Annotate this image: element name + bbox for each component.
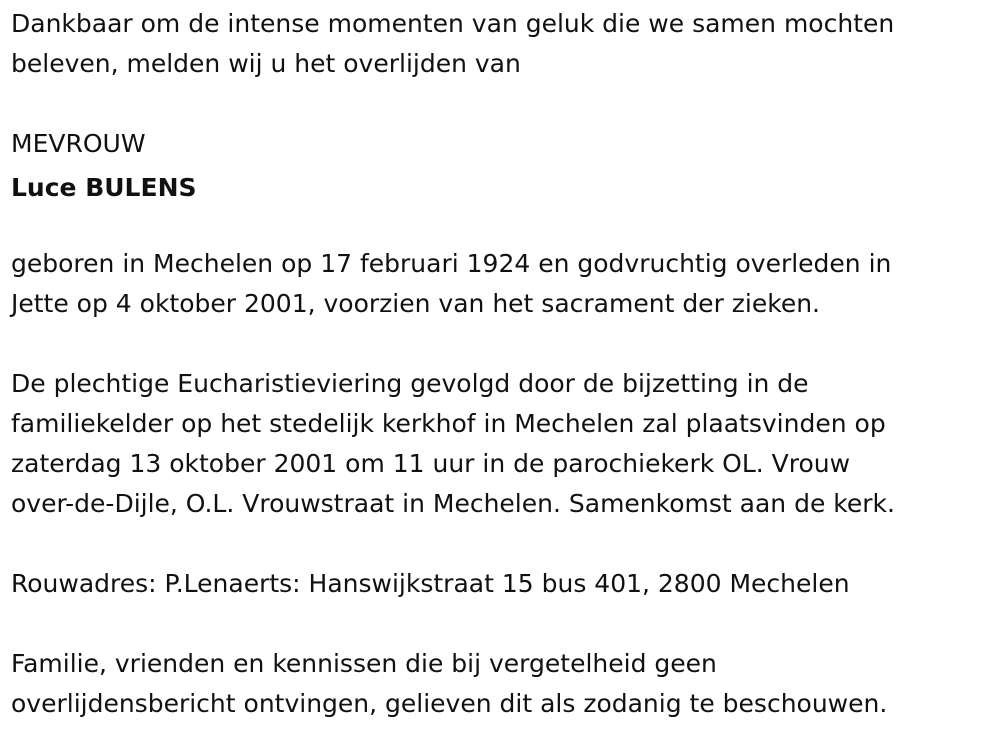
- intro-line-2: beleven, melden wij u het overlijden van: [11, 49, 521, 78]
- ceremony-paragraph: [11, 364, 988, 524]
- spacer: [11, 84, 988, 124]
- closing-line-1: Familie, vrienden en kennissen die bij vergetelheid geen: [11, 649, 717, 678]
- intro-paragraph: [11, 4, 988, 84]
- spacer: [11, 324, 988, 364]
- salutation: MEVROUW: [11, 129, 146, 158]
- intro-line-1: Dankbaar om de intense momenten van geluk die we samen mochten: [11, 9, 895, 38]
- birth-death-paragraph: [11, 244, 988, 324]
- spacer: [11, 524, 988, 564]
- birth-death-line-1: geboren in Mechelen op 17 februari 1924 en godvruchtig overleden in: [11, 249, 892, 278]
- spacer: [11, 604, 988, 644]
- ceremony-line-1: De plechtige Eucharistieviering gevolgd door de bijzetting in de: [11, 369, 809, 398]
- ceremony-line-4: over-de-Dijle, O.L. Vrouwstraat in Mechelen. Samenkomst aan de kerk.: [11, 489, 895, 518]
- mourning-address: Rouwadres: P.Lenaerts: Hanswijkstraat 15 bus 401, 2800 Mechelen: [11, 569, 850, 598]
- spacer: [11, 212, 988, 244]
- birth-death-line-2: Jette op 4 oktober 2001, voorzien van het sacrament der zieken.: [11, 289, 820, 318]
- ceremony-line-3: zaterdag 13 oktober 2001 om 11 uur in de parochiekerk OL. Vrouw: [11, 449, 851, 478]
- ceremony-line-2: familiekelder op het stedelijk kerkhof in Mechelen zal plaatsvinden op: [11, 409, 886, 438]
- closing-paragraph: [11, 644, 988, 724]
- closing-line-2: overlijdensbericht ontvingen, gelieven dit als zodanig te beschouwen.: [11, 689, 888, 718]
- deceased-name: Luce BULENS: [11, 173, 197, 202]
